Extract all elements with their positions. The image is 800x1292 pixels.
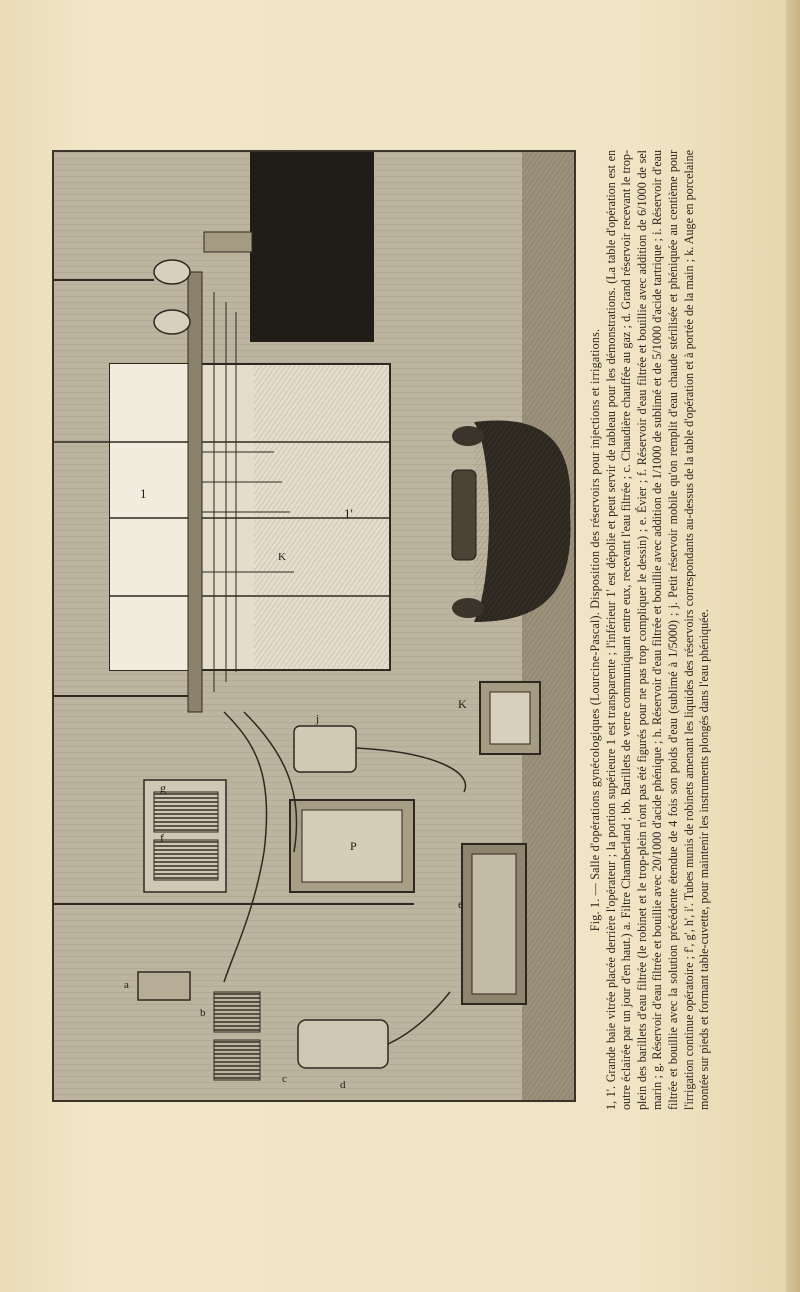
label-d: d bbox=[340, 1079, 346, 1091]
figure-caption: 1, 1'. Grande baie vitrée placée derrière l'opérateur ; la portion supérieure 1 est transparente ; l'inférieur 1' est dépolie et peut servir de tableau pour les démonstrations. (La table d'opération est en outre éclairée par un jour d'en haut.) a. Filtre Chamberland ; bb. Barillets de verre communiquant entre eux, recevant l'eau filtrée ; c. Chaudière chauffée au gaz ; d. Grand réservoir recevant le trop-plein des barillets d'eau filtrée (le robinet et le trop-plein n'ont pas été figurés pour ne pas trop compliquer le dessin) ; e. Évier ; f. Réservoir d'eau filtrée et bouillie avec addition de 6/1000 de sel marin ; g. Réservoir d'eau filtrée et bouillie avec 20/1000 d'acide phénique ; h. Réservoir d'eau filtrée et bouillie avec addition de 1/1000 de sublimé et de 5/1000 d'acide tartrique ; i. Réservoir d'eau filtrée et bouillie avec la solution précédente étendue de 4 fois son poids d'eau (sublimé à 1/5000) ; j. Petit réservoir mobile qu'on remplit d'eau chaude stérilisée et phéniquée au centième pour l'irrigation continue opératoire ; f', g', h', i'. Tubes munis de robinets amenant les liquides des réservoirs correspondants au-dessus de la table d'opération et à portée de la main ; k. Auge en porcelaine montée sur pieds et formant table-cuvette, pour maintenir les instruments plongés dans l'eau phéniquée. bbox=[603, 150, 712, 1110]
operating-room-engraving bbox=[54, 152, 574, 1100]
figure-title: Fig. 1. — Salle d'opérations gynécologiques (Lourcine-Pascal). Disposition des réservoirs pour injections et irrigations. bbox=[588, 328, 602, 932]
label-window-1: 1 bbox=[140, 486, 147, 501]
label-g: g bbox=[160, 781, 166, 795]
label-p: P bbox=[350, 839, 357, 853]
label-e: e bbox=[458, 897, 464, 911]
page-edge bbox=[786, 0, 800, 1292]
figure-caption-block bbox=[588, 150, 788, 1110]
label-K: K bbox=[458, 697, 467, 711]
label-window-1prime: 1' bbox=[344, 506, 353, 521]
label-a: a bbox=[124, 979, 129, 991]
label-k-small: K bbox=[278, 551, 286, 563]
label-b: b bbox=[200, 1007, 206, 1019]
label-c: c bbox=[282, 1073, 287, 1085]
engraving-plate bbox=[52, 150, 576, 1102]
trough-k bbox=[480, 682, 540, 754]
label-j: j bbox=[316, 713, 320, 725]
label-f: f bbox=[160, 831, 164, 845]
reservoirs-f-g bbox=[144, 780, 226, 892]
sink-e bbox=[462, 844, 526, 1004]
